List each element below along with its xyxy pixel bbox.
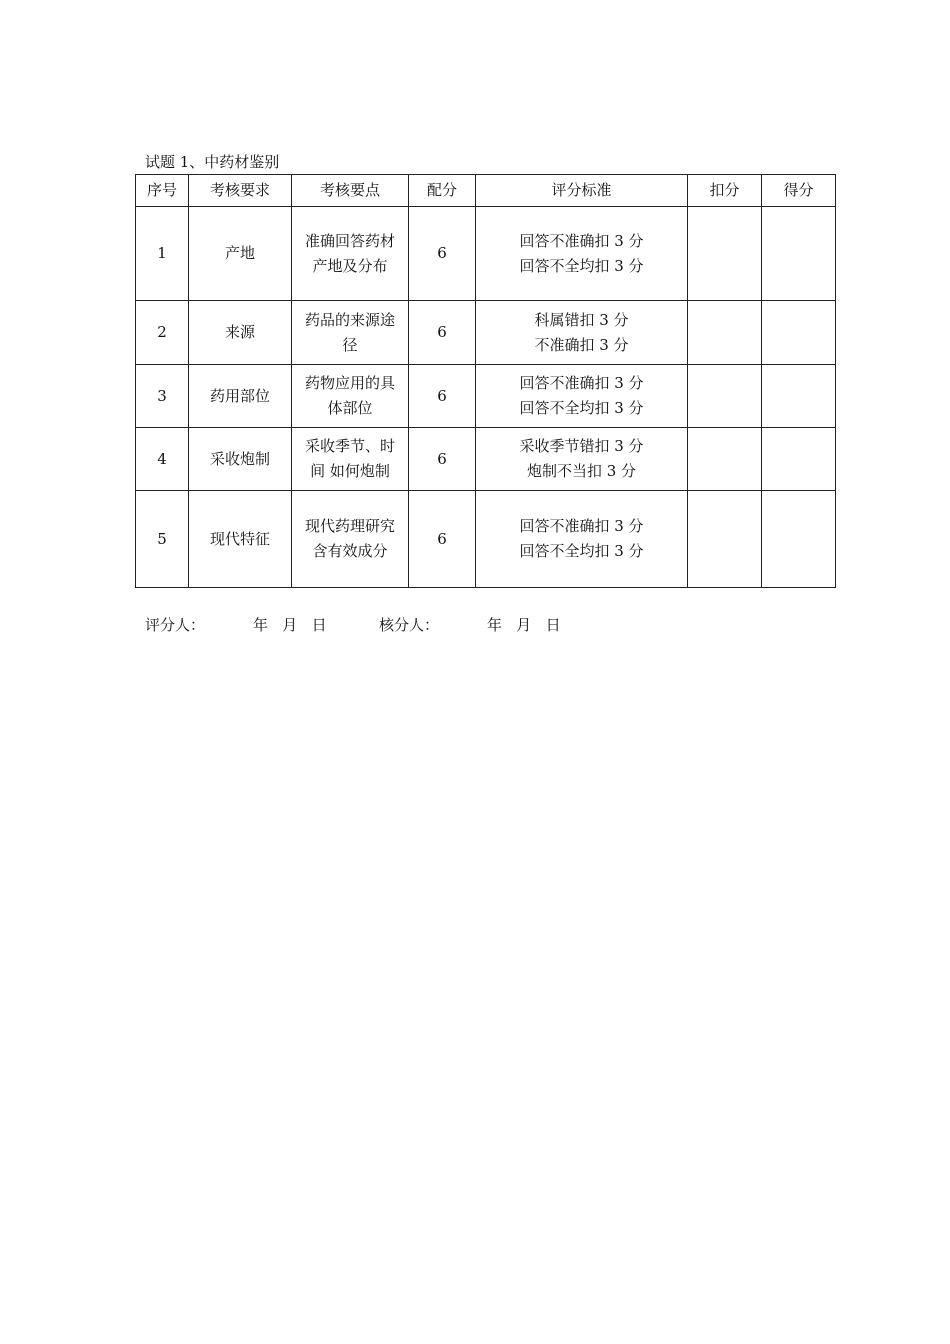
criteria-line: 不准确扣 3 分 [534, 335, 629, 354]
cell-assessment-point: 采收季节、时间 如何炮制 [292, 428, 409, 491]
scoring-table [135, 174, 836, 588]
cell-allotted-score: 6 [409, 301, 476, 365]
cell-scoring-criteria [476, 301, 688, 365]
cell-deduction[interactable] [688, 428, 762, 491]
cell-assessment-point: 药品的来源途径 [292, 301, 409, 365]
criteria-line: 回答不准确扣 3 分 [519, 517, 644, 535]
header-assessment-requirement: 考核要求 [189, 175, 292, 207]
cell-allotted-score: 6 [409, 207, 476, 301]
cell-requirement: 来源 [189, 301, 292, 365]
cell-deduction[interactable] [688, 207, 762, 301]
cell-assessment-point: 药物应用的具体部位 [292, 365, 409, 428]
cell-allotted-score: 6 [409, 365, 476, 428]
cell-serial-number: 2 [136, 301, 189, 365]
criteria-line: 回答不准确扣 3 分 [519, 374, 644, 392]
cell-serial-number: 3 [136, 365, 189, 428]
cell-scoring-criteria [476, 428, 688, 491]
cell-assessment-point: 现代药理研究含有效成分 [292, 491, 409, 588]
cell-scoring-criteria [476, 207, 688, 301]
cell-deduction[interactable] [688, 301, 762, 365]
criteria-line: 回答不全均扣 3 分 [519, 256, 644, 275]
cell-scoring-criteria [476, 365, 688, 428]
exam-title: 试题 1、中药材鉴别 [145, 153, 280, 171]
grader-label: 评分人： [145, 616, 206, 634]
table-row [136, 301, 836, 365]
cell-serial-number: 4 [136, 428, 189, 491]
criteria-line: 回答不准确扣 3 分 [519, 231, 644, 250]
cell-obtained-score[interactable] [762, 365, 836, 428]
table-row [136, 207, 836, 301]
grader-date: 年 月 日 [253, 616, 327, 634]
criteria-line: 回答不全均扣 3 分 [519, 542, 644, 560]
cell-scoring-criteria [476, 491, 688, 588]
criteria-line: 科属错扣 3 分 [534, 310, 629, 329]
cell-requirement: 采收炮制 [189, 428, 292, 491]
cell-obtained-score[interactable] [762, 428, 836, 491]
header-obtained-score: 得分 [762, 175, 836, 207]
criteria-line: 采收季节错扣 3 分 [519, 437, 644, 455]
cell-obtained-score[interactable] [762, 207, 836, 301]
cell-obtained-score[interactable] [762, 491, 836, 588]
header-assessment-point: 考核要点 [292, 175, 409, 207]
cell-deduction[interactable] [688, 491, 762, 588]
header-serial-number: 序号 [136, 175, 189, 207]
cell-obtained-score[interactable] [762, 301, 836, 365]
cell-assessment-point: 准确回答药材产地及分布 [292, 207, 409, 301]
table-row [136, 428, 836, 491]
cell-serial-number: 5 [136, 491, 189, 588]
criteria-line: 炮制不当扣 3 分 [526, 462, 637, 480]
header-allotted-score: 配分 [409, 175, 476, 207]
table-header-row [136, 175, 836, 207]
cell-deduction[interactable] [688, 365, 762, 428]
signature-footer [145, 614, 561, 636]
table-row [136, 491, 836, 588]
cell-serial-number: 1 [136, 207, 189, 301]
header-deduction: 扣分 [688, 175, 762, 207]
header-scoring-criteria: 评分标准 [476, 175, 688, 207]
cell-requirement: 现代特征 [189, 491, 292, 588]
cell-requirement: 产地 [189, 207, 292, 301]
criteria-line: 回答不全均扣 3 分 [519, 399, 644, 417]
cell-allotted-score: 6 [409, 428, 476, 491]
checker-date: 年 月 日 [487, 616, 561, 634]
checker-label: 核分人： [379, 616, 440, 634]
cell-allotted-score: 6 [409, 491, 476, 588]
table-row [136, 365, 836, 428]
cell-requirement: 药用部位 [189, 365, 292, 428]
